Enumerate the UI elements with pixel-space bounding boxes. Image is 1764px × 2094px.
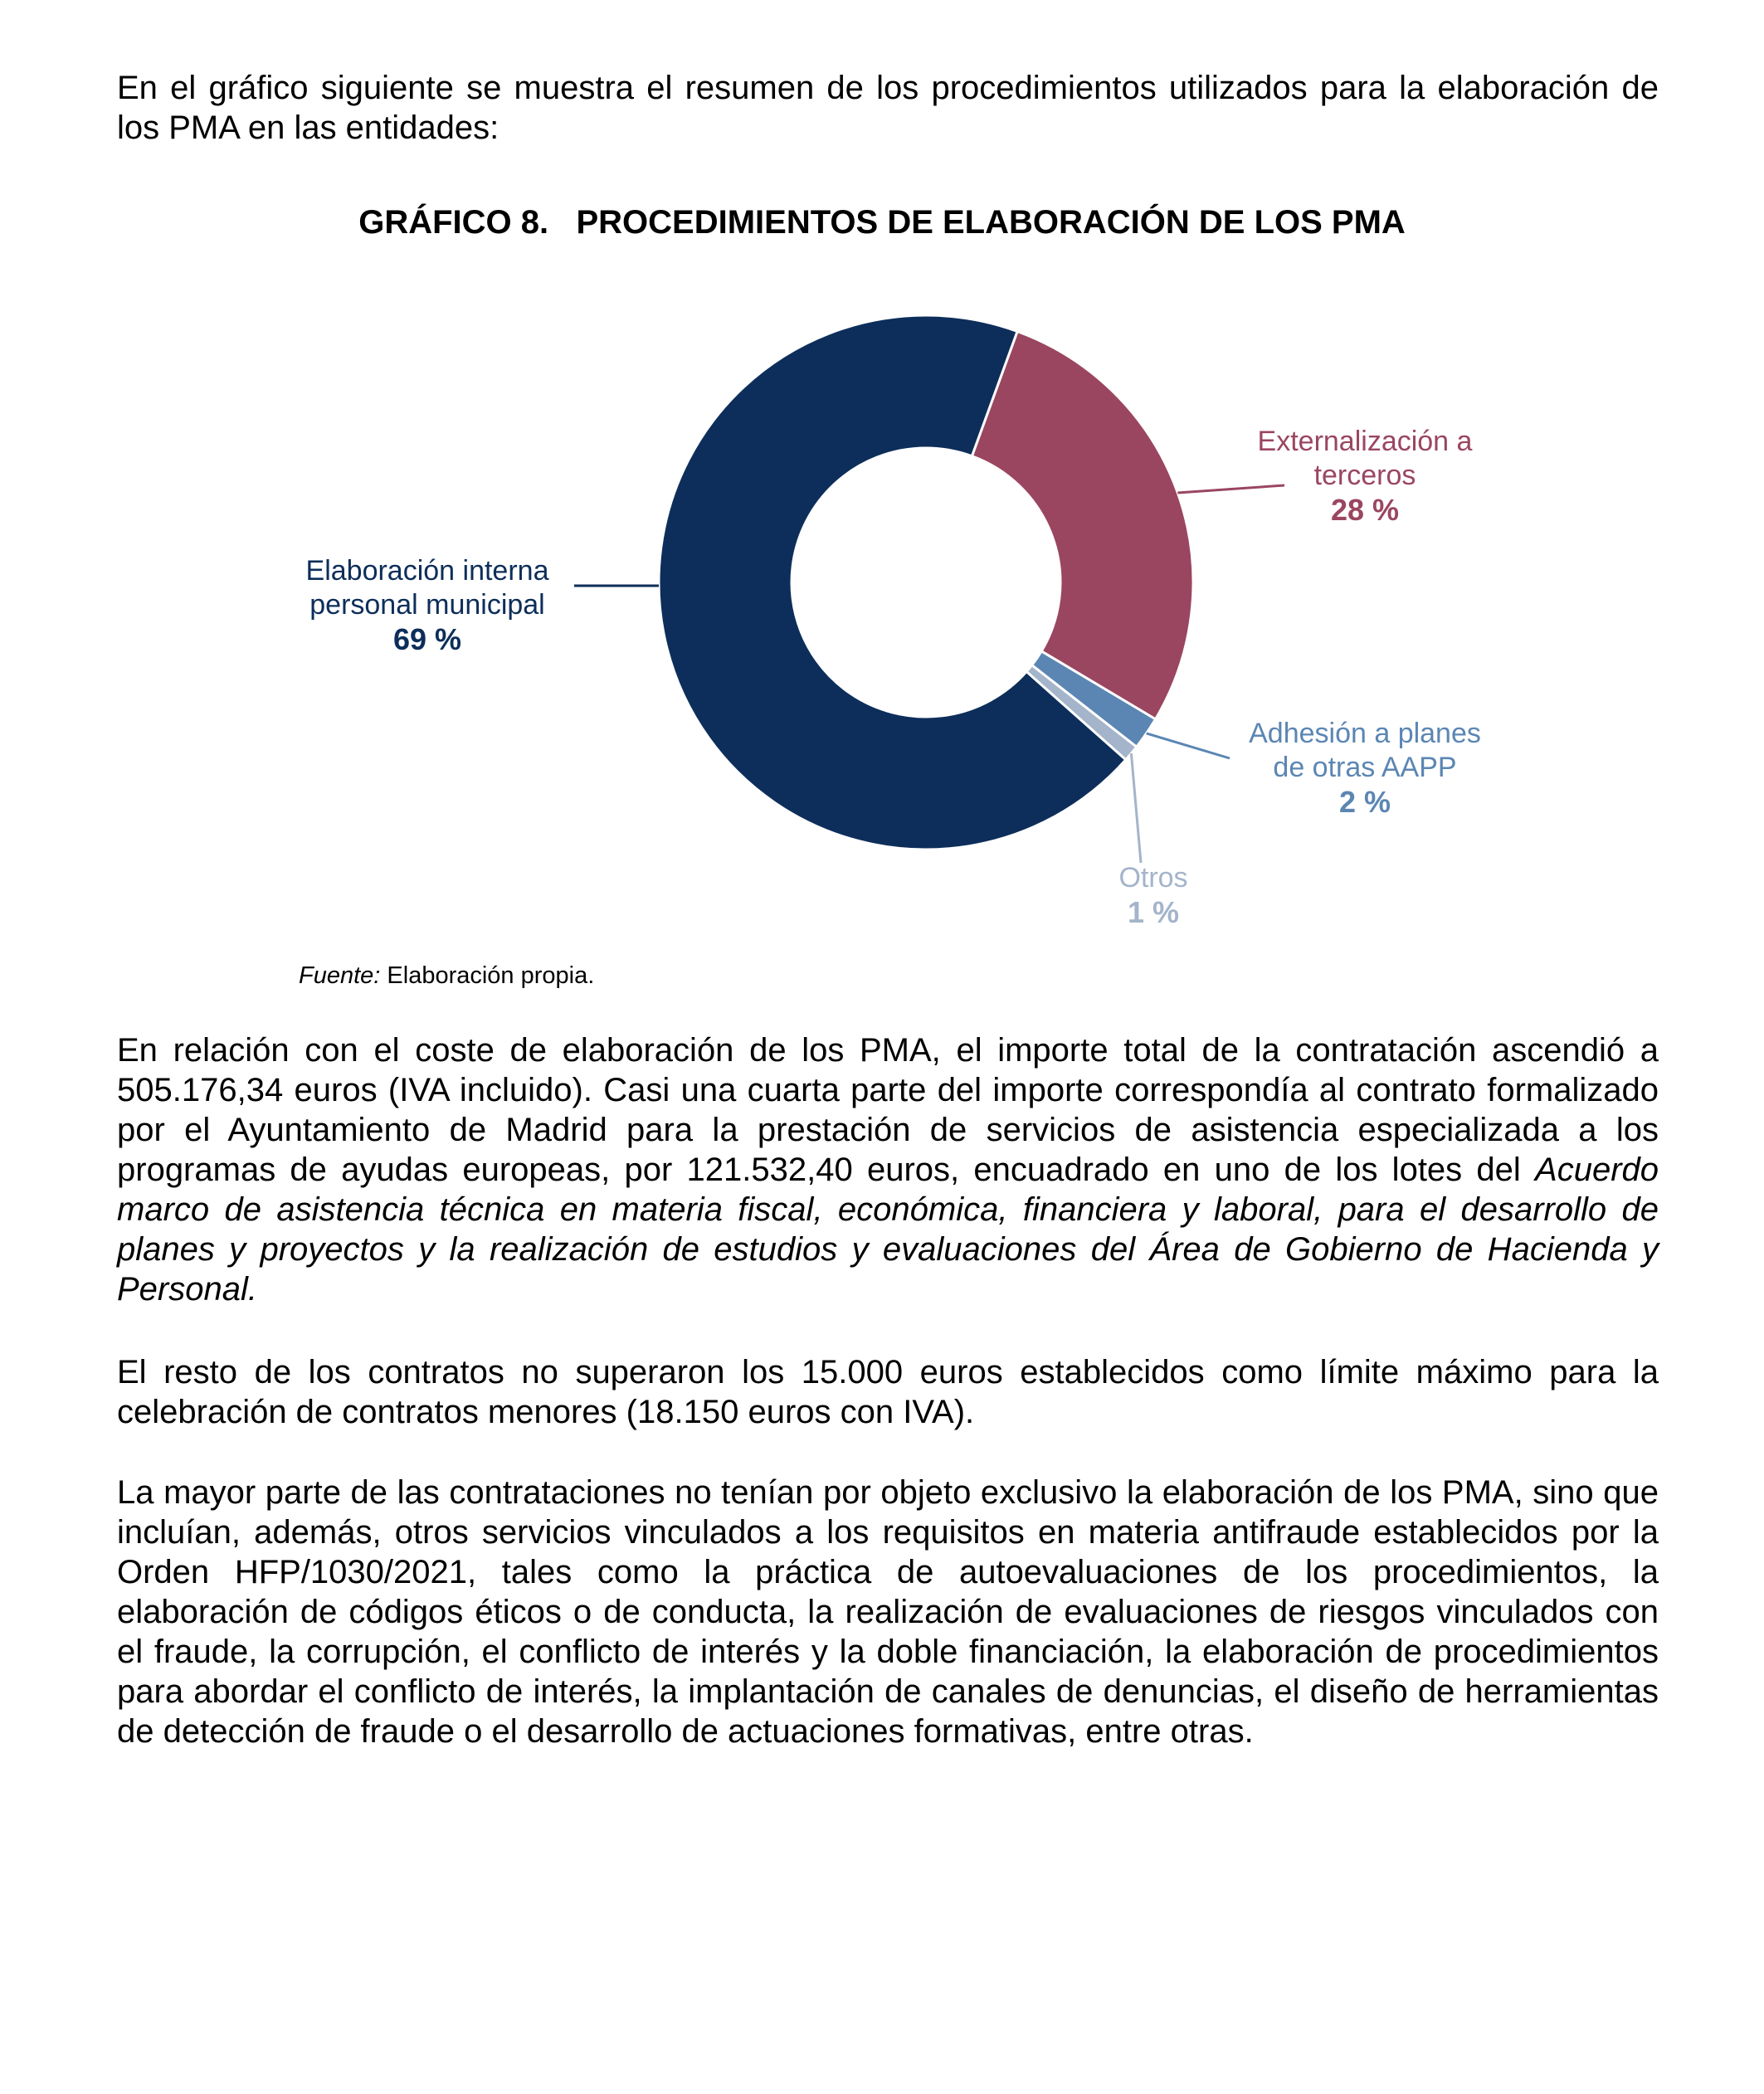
slice-externalizacion xyxy=(972,331,1193,718)
figure-number: GRÁFICO 8. xyxy=(358,204,549,241)
label-otros-value: 1 % xyxy=(1127,895,1180,929)
source-label: Fuente: xyxy=(299,962,381,989)
cost-paragraph xyxy=(117,1030,1659,1309)
cost-paragraph-italic: Acuerdo marco de asistencia técnica en materia fiscal, económica, financiera y laboral, para el desarrollo de planes y proyectos y la realización de estudios y evaluaciones del Área de Gobierno de Hacienda y Personal. xyxy=(117,1152,1659,1308)
label-externalizacion xyxy=(1224,425,1506,527)
label-externalizacion-line1: Externalización a xyxy=(1257,426,1473,457)
intro-paragraph: En el gráfico siguiente se muestra el resumen de los procedimientos utilizados para la elaboración de los PMA en las entidades: xyxy=(117,70,1659,146)
label-elaboracion-interna xyxy=(286,554,568,656)
label-elaboracion-line1: Elaboración interna xyxy=(305,555,549,587)
label-adhesion-line2: de otras AAPP xyxy=(1273,752,1457,783)
label-adhesion xyxy=(1216,717,1514,819)
label-adhesion-line1: Adhesión a planes xyxy=(1249,718,1481,749)
figure-title-text: PROCEDIMIENTOS DE ELABORACIÓN DE LOS PMA xyxy=(576,204,1406,241)
label-otros-line1: Otros xyxy=(1118,862,1188,894)
source-text: Elaboración propia. xyxy=(387,962,595,989)
label-adhesion-value: 2 % xyxy=(1338,785,1391,819)
figure-source xyxy=(299,961,594,991)
leader-otros xyxy=(1131,753,1141,863)
contracts-paragraph: El resto de los contratos no superaron los 15.000 euros establecidos como límite máximo para la celebración de contratos menores (18.150 euros con IVA). xyxy=(117,1354,1659,1430)
label-elaboracion-line2: personal municipal xyxy=(309,589,545,621)
label-externalizacion-value: 28 % xyxy=(1330,493,1400,527)
services-paragraph: La mayor parte de las contrataciones no tenían por objeto exclusivo la elaboración de los PMA, sino que incluían, además, otros servicios vinculados a los requisitos en materia antifraude establecidos por la Orden HFP/1030/2021, tales como la práctica de autoevaluaciones de los procedimientos, la elaboración de códigos éticos o de conducta, la realización de evaluaciones de riesgos vinculados con el fraude, la corrupción, el conflicto de interés y la doble financiación, la elaboración de procedimientos para abordar el conflicto de interés, la implantación de canales de denuncias, el diseño de herramientas de detección de fraude o el desarrollo de actuaciones formativas, entre otras. xyxy=(117,1474,1659,1750)
label-otros xyxy=(1070,861,1236,929)
label-elaboracion-value: 69 % xyxy=(392,622,462,656)
label-externalizacion-line2: terceros xyxy=(1313,460,1416,491)
cost-paragraph-text: En relación con el coste de elaboración de los PMA, el importe total de la contratación ascendió a 505.176,34 euros (IVA incluido). Casi una cuarta parte del importe correspondía al contrato formalizado por el Ayuntamiento de Madrid para la prestación de servicios de asistencia especializada a los programas de ayudas europeas, por 121.532,40 euros, encuadrado en uno de los lotes del xyxy=(117,1032,1659,1188)
